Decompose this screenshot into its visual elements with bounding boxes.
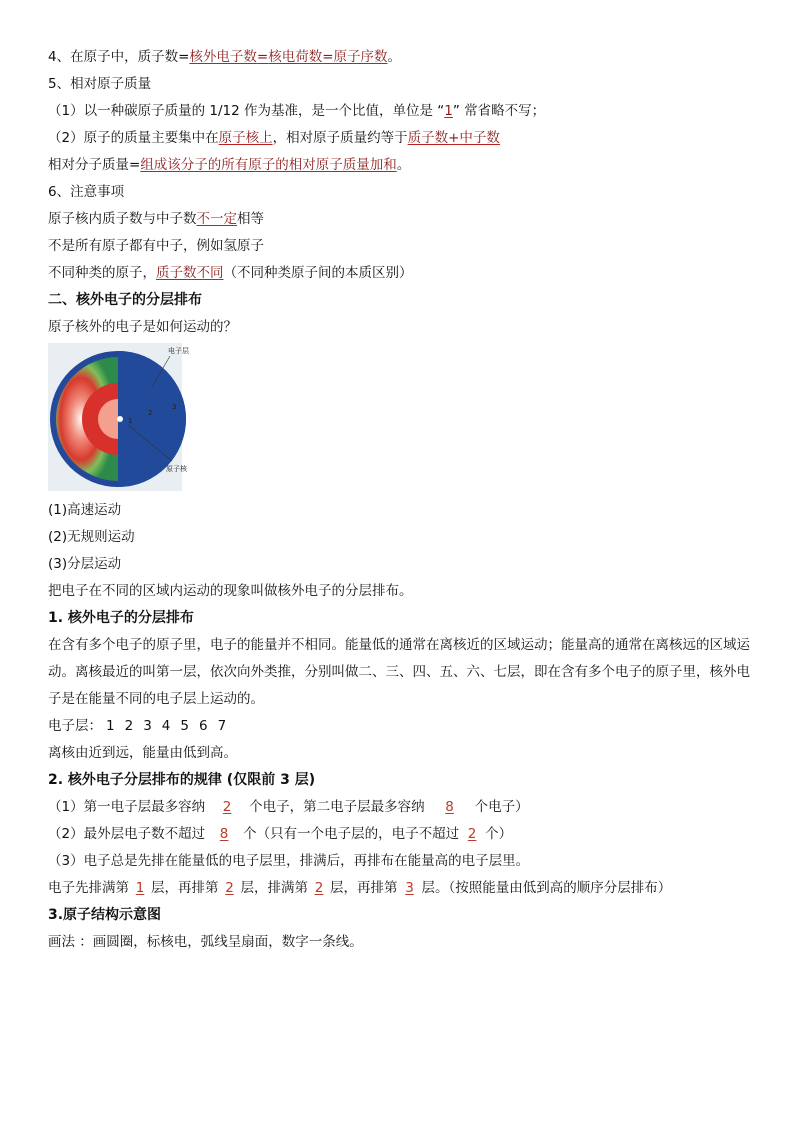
rule-3-line: （3）电子总是先排在能量低的电子层里，排满后，再排布在能量高的电子层里。 — [48, 853, 530, 869]
subsection-1-heading: 1. 核外电子的分层排布 — [48, 610, 194, 626]
fill-order-line: 电子先排满第 1 层，再排第 2 层，排满第 2 层，再排第 3 层。（按照能量由低到高的顺序分层排布） — [48, 875, 758, 902]
atom-shell-illustration — [48, 343, 189, 491]
molecular-mass-line: 相对分子质量=组成该分子的所有原子的相对原子质量加和。 — [48, 157, 411, 173]
item-5-1-line: （1）以一种碳原子质量的 1/12 作为基准，是一个比值，单位是 “1” 常省略不写； — [48, 103, 546, 119]
note-3-line: 不同种类的原子，质子数不同（不同种类原子间的本质区别） — [48, 265, 413, 281]
answer-blank: 1 — [135, 880, 145, 896]
section-2-heading: 二、核外电子的分层排布 — [48, 292, 202, 308]
note-2-line: 不是所有原子都有中子，例如氢原子 — [48, 238, 264, 254]
item-5-2-line: （2）原子的质量主要集中在原子核上，相对原子质量约等于质子数+中子数 — [48, 130, 500, 146]
item-6-heading: 6、注意事项 — [48, 184, 125, 200]
note-1-line: 原子核内质子数与中子数不一定相等 — [48, 211, 264, 227]
distance-line: 离核由近到远，能量由低到高。 — [48, 745, 237, 761]
motion-2: (2)无规则运动 — [48, 529, 135, 545]
shell-number-1: 1 — [128, 417, 133, 425]
label-electron-shell: 电子层 — [168, 347, 189, 355]
shells-label: 电子层： — [48, 718, 102, 734]
answer-blank: 2 — [314, 880, 324, 896]
motion-3: (3)分层运动 — [48, 556, 122, 572]
item-4-line: 4、在原子中，质子数=核外电子数=核电荷数=原子序数。 — [48, 49, 402, 65]
paragraph-1: 在含有多个电子的原子里，电子的能量并不相同。能量低的通常在离核近的区域运动；能量高的通常在离核远的区域运动。离核最近的叫第一层，依次向外类推，分别叫做二、三、四、五、六、七层，即在含有多个电子的原子里，核外电子是在能量不同的电子层上运动的。 — [48, 637, 750, 707]
atom-shell-figure — [48, 343, 189, 491]
rule-1-line: （1）第一电子层最多容纳 2 个电子，第二电子层最多容纳 8 个电子） — [48, 794, 758, 821]
answer-blank: 2 — [222, 799, 232, 815]
answer-blank: 3 — [405, 880, 414, 896]
answer-blank: 2 — [467, 826, 477, 842]
subsection-3-heading: 3.原子结构示意图 — [48, 907, 162, 923]
answer-blank: 8 — [219, 826, 229, 842]
item-5-heading: 5、相对原子质量 — [48, 76, 152, 92]
rule-2-line: （2）最外层电子数不超过 8 个（只有一个电子层的，电子不超过 2 个） — [48, 821, 758, 848]
drawing-method-line: 画法 ：画圆圈，标核电，弧线呈扇面，数字一条线。 — [48, 934, 363, 950]
shells-line: 电子层： 1 2 3 4 5 6 7 — [48, 718, 227, 734]
subsection-2-heading: 2. 核外电子分层排布的规律 (仅限前 3 层) — [48, 772, 316, 788]
shell-number-3: 3 — [172, 403, 177, 411]
answer-blank: 8 — [445, 799, 454, 815]
label-nucleus: 原子核 — [166, 465, 187, 473]
document-page — [48, 44, 758, 956]
answer-blank: 2 — [225, 880, 234, 896]
motion-1: (1)高速运动 — [48, 502, 122, 518]
definition-line: 把电子在不同的区域内运动的现象叫做核外电子的分层排布。 — [48, 583, 413, 599]
question-line: 原子核外的电子是如何运动的？ — [48, 319, 237, 335]
shell-number-2: 2 — [148, 409, 153, 417]
